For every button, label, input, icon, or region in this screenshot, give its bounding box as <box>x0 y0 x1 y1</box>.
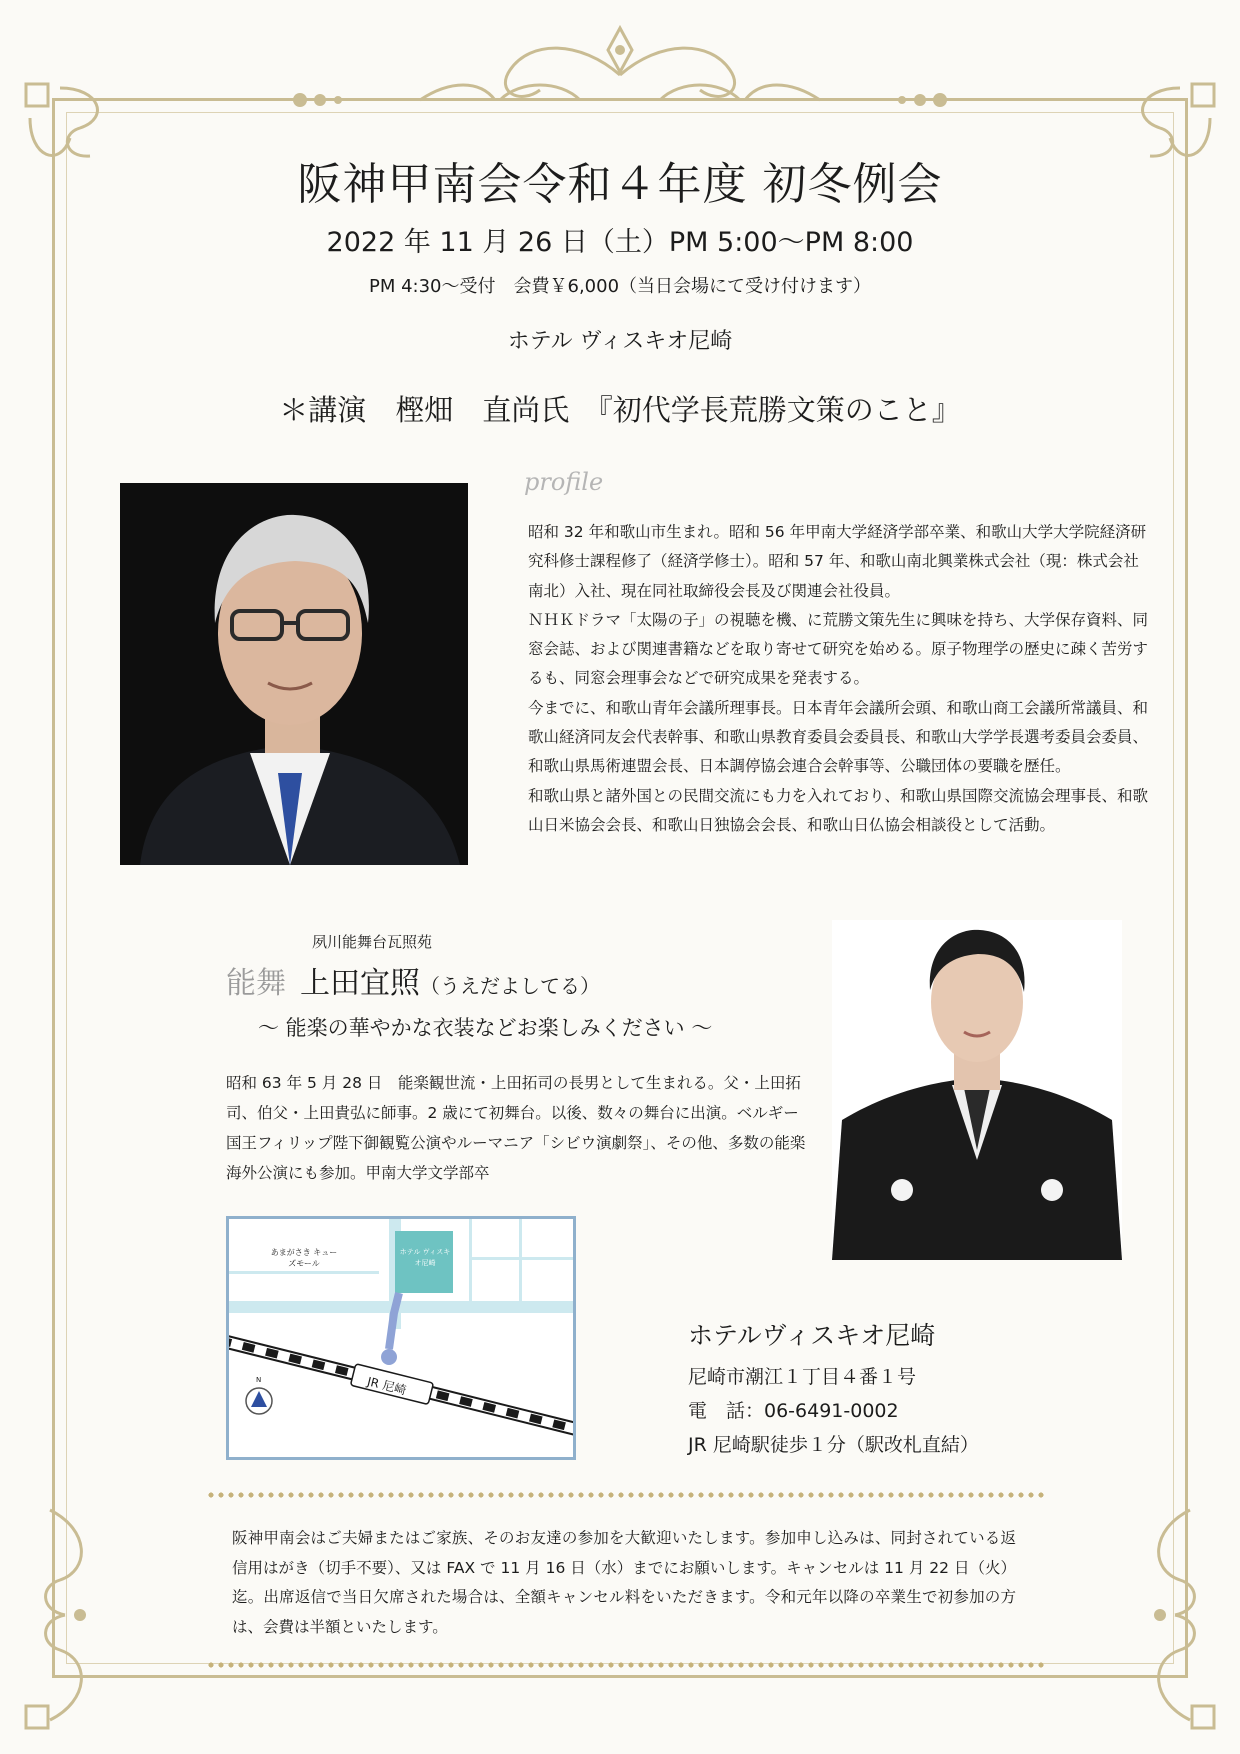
map-label-hotel: ホテル ヴィスキオ尼崎 <box>399 1248 451 1267</box>
performer-reading: （うえだよしてる） <box>420 974 600 998</box>
profile-paragraph: 和歌山県と諸外国との民間交流にも力を入れており、和歌山県国際交流協会理事長、和歌山日米協会会長、和歌山日独協会会長、和歌山日仏協会相談役として活動。 <box>528 786 1149 834</box>
dotted-divider-bottom <box>206 1662 1044 1668</box>
lecture-title: ＊講演 樫畑 直尚氏 『初代学長荒勝文策のこと』 <box>279 393 961 427</box>
performer-bio: 昭和 63 年 5 月 28 日 能楽観世流・上田拓司の長男として生まれる。父・上田拓司、伯父・上田貴弘に師事。2 歳にて初舞台。以後、数々の舞台に出演。ベルギー国王フィリップ陛下御観覧公演やルーマニア「シビウ演劇祭」、その他、多数の能楽海外公演にも参加。甲南大学文学部卒 <box>226 1074 806 1182</box>
corner-ornament-bottom-right <box>1090 1500 1220 1740</box>
hotel-name: ホテルヴィスキオ尼崎 <box>688 1321 936 1350</box>
corner-ornament-bottom-left <box>20 1500 150 1740</box>
profile-paragraph: 昭和 32 年和歌山市生まれ。昭和 56 年甲南大学経済学部卒業、和歌山大学大学院経済研究科修士課程修了（経済学修士）。昭和 57 年、和歌山南北興業株式会社（現：株式会社南北）入社、現在同社取締役会長及び関連会社役員。 <box>528 523 1147 600</box>
access-map <box>226 1216 576 1460</box>
profile-label: profile <box>524 468 604 496</box>
hotel-phone: 電 話：06-6491-0002 <box>688 1400 899 1422</box>
event-date: 2022 年 11 月 26 日（土）PM 5:00〜PM 8:00 <box>326 227 914 258</box>
noh-heading <box>226 958 600 1002</box>
event-venue: ホテル ヴィスキオ尼崎 <box>507 329 733 354</box>
map-label-station: JR 尼崎 <box>365 1374 408 1398</box>
hotel-address: 尼崎市潮江１丁目４番１号 <box>688 1366 917 1388</box>
profile-paragraph: 今までに、和歌山青年会議所理事長。日本青年会議所会頭、和歌山商工会議所常議員、和歌山経済同友会代表幹事、和歌山県教育委員会委員長、和歌山大学学長選考委員会委員、和歌山県馬術連盟会長、日本調停協会連合会幹事等、公職団体の要職を歴任。 <box>528 698 1149 776</box>
speaker-photo <box>120 483 468 865</box>
top-ornament <box>280 20 960 110</box>
noh-stage-name: 夙川能舞台瓦照苑 <box>312 933 433 951</box>
performer-photo <box>832 920 1122 1260</box>
event-reception: PM 4:30〜受付 会費￥6,000（当日会場にて受け付けます） <box>368 276 872 297</box>
event-title: 阪神甲南会令和４年度 初冬例会 <box>297 159 943 210</box>
notice-text: 阪神甲南会はご夫婦またはご家族、そのお友達の参加を大歓迎いたします。参加申し込みは、同封されている返信用はがき（切手不要）、又は FAX で 11 月 16 日（水）までにお願いします。キャンセルは 11 月 22 日（火）迄。出席返信で当日欠席された場合は、全額キャンセル料をいただきます。令和元年以降の卒業生で初参加の方は、会費は半額といたします。 <box>232 1529 1016 1636</box>
map-label-mall: あまがさき キューズモール <box>270 1248 338 1268</box>
dotted-divider-top <box>206 1492 1044 1498</box>
profile-text <box>528 518 1148 840</box>
profile-paragraph: ＮＨＫドラマ「太陽の子」の視聴を機、に荒勝文策先生に興味を持ち、大学保存資料、同窓会誌、および関連書籍などを取り寄せて研究を始める。原子物理学の歴史に疎く苦労するも、同窓会理事会などで研究成果を発表する。 <box>528 610 1149 688</box>
hotel-access: JR 尼崎駅徒歩１分（駅改札直結） <box>688 1434 979 1456</box>
noh-subtitle: 〜 能楽の華やかな衣装などお楽しみください 〜 <box>258 1016 713 1040</box>
performer-name: 上田宜照 <box>300 966 420 1001</box>
noh-label: 能舞 <box>226 966 286 1001</box>
north-icon: N <box>256 1376 262 1384</box>
